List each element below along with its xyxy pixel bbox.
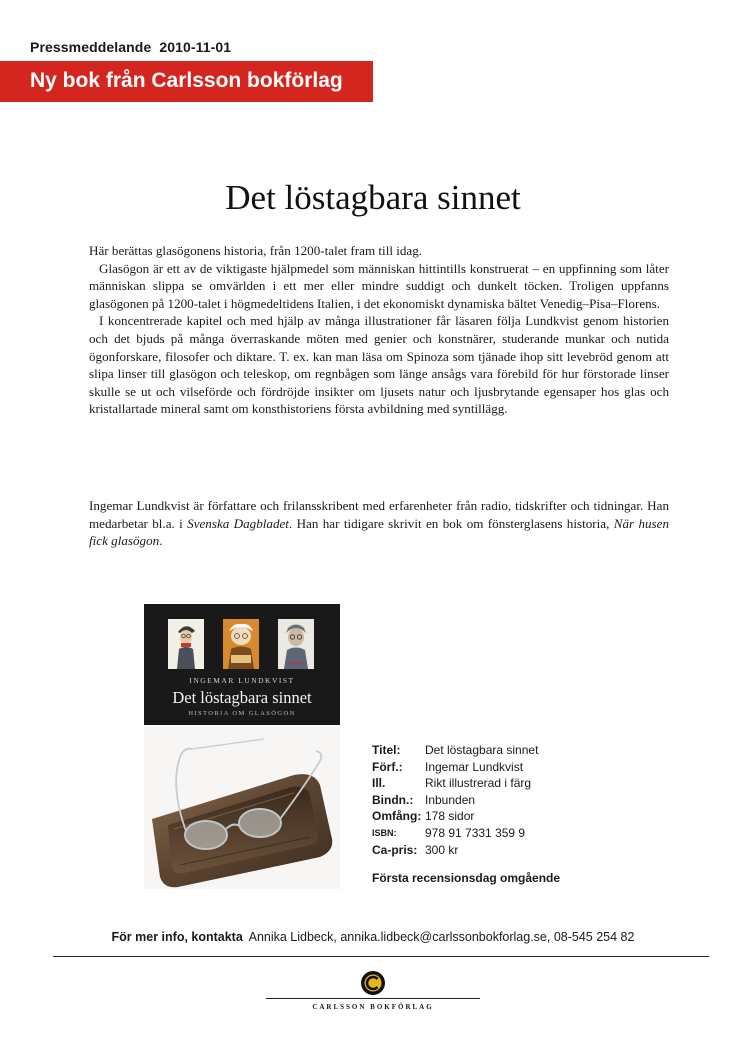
spec-row-price — [372, 842, 632, 859]
spec-label: Bindn.: — [372, 792, 414, 807]
news-banner — [0, 61, 373, 102]
footer-divider — [53, 956, 709, 957]
spec-label: ISBN: — [372, 827, 397, 838]
bio-text-3: . — [159, 533, 163, 549]
spec-row-isbn — [372, 825, 632, 842]
spec-row-binding — [372, 792, 632, 809]
spec-value: Ingemar Lundkvist — [425, 759, 524, 774]
cover-portrait-3 — [278, 619, 314, 669]
bio-text-2: . Han har tidigare skrivit en bok om fönsterglasens historia, — [288, 515, 614, 531]
spec-label: Titel: — [372, 743, 401, 757]
book-cover — [144, 604, 340, 725]
spec-value: Det löstagbara sinnet — [425, 743, 539, 757]
author-bio-paragraph — [89, 497, 669, 550]
press-release-date: 2010-11-01 — [159, 39, 232, 55]
newspaper-name: Svenska Dagbladet — [187, 515, 289, 531]
carlsson-logo-icon — [360, 970, 386, 996]
spec-value: Inbunden — [425, 792, 476, 807]
first-review-date: Första recensionsdag omgående — [372, 871, 561, 885]
cover-portrait-2 — [223, 619, 259, 669]
cover-author: INGEMAR LUNDKVIST — [189, 676, 295, 685]
spec-value: 300 kr — [425, 842, 459, 857]
spec-label: Ill. — [372, 776, 386, 791]
spec-label: Ca-pris: — [372, 842, 418, 857]
banner-text: Ny bok från Carlsson bokförlag — [30, 69, 343, 92]
glasses-case-photo — [144, 727, 340, 889]
book-specs — [372, 742, 632, 858]
intro-paragraph-3: I koncentrerade kapitel och med hjälp av många illustrationer får läsaren följa Lundkvist genom historien och det bjuds på många överraskande möten med genier och konstnärer, studerande munkar och nutida ögonforskare, filosofer och diktare. T. ex. kan man läsa om Spinoza som tjänade ihop sitt levebröd genom att slipa linser till glasögon och teleskop, om regnbågen som länge ansågs vara förebild för hur förstorade linser skulle se ut och vilseförde och fördröjde insikter om ljusets natur och ljusbrytande egensaper hos glas och kristallartade mineral samt om konsthistoriens första avbildning med syntillägg. — [89, 313, 669, 417]
cover-portrait-1 — [168, 619, 204, 669]
contact-details: Annika Lidbeck, annika.lidbeck@carlssonbokforlag.se, 08-545 254 82 — [248, 930, 635, 944]
spec-row-illustrations — [372, 775, 632, 792]
logo-divider — [266, 998, 480, 999]
author-bio — [89, 497, 669, 550]
previous-book-title: När husen fick glasögon — [89, 515, 669, 549]
spec-value: 178 sidor — [425, 809, 475, 824]
bio-text-1: Ingemar Lundkvist är författare och frilansskribent med erfarenheter från radio, tidskrifter och tidningar. Han medarbetar bl.a. i — [89, 498, 669, 531]
spec-value: 978 91 7331 359 9 — [425, 825, 526, 840]
spec-label: Förf.: — [372, 759, 403, 774]
contact-label: För mer info, kontakta — [111, 930, 243, 944]
intro-paragraph-1: Här berättas glasögonens historia, från 1200-talet fram till idag. — [89, 243, 423, 258]
book-title: Det löstagbara sinnet — [225, 178, 521, 217]
cover-subtitle: HISTORIA OM GLASÖGON — [188, 710, 296, 717]
intro-paragraph-2: Glasögon är ett av de viktigaste hjälpmedel som människan hittintills konstruerat – en uppfinning som låter människan slippa se omvärlden i ett mer eller mindre suddigt och dunkelt töcken. Troligen uppfanns glasögonen på 1200-talet i högmedeltidens Italien, i det ekonomiskt dynamiska bältet Venedig–Pisa–Florens. — [89, 260, 669, 311]
spec-row-author — [372, 759, 632, 776]
press-release-header — [30, 39, 231, 55]
spec-value: Rikt illustrerad i färg — [425, 776, 532, 791]
contact-info — [0, 930, 746, 944]
spec-row-title — [372, 742, 632, 759]
cover-title: Det löstagbara sinnet — [172, 688, 312, 707]
press-release-label: Pressmeddelande — [30, 39, 152, 55]
spec-label: Omfång: — [372, 809, 422, 824]
spec-row-pages — [372, 808, 632, 825]
publisher-wordmark: CARLSSON BOKFÖRLAG — [312, 1003, 434, 1011]
book-description — [89, 242, 669, 418]
